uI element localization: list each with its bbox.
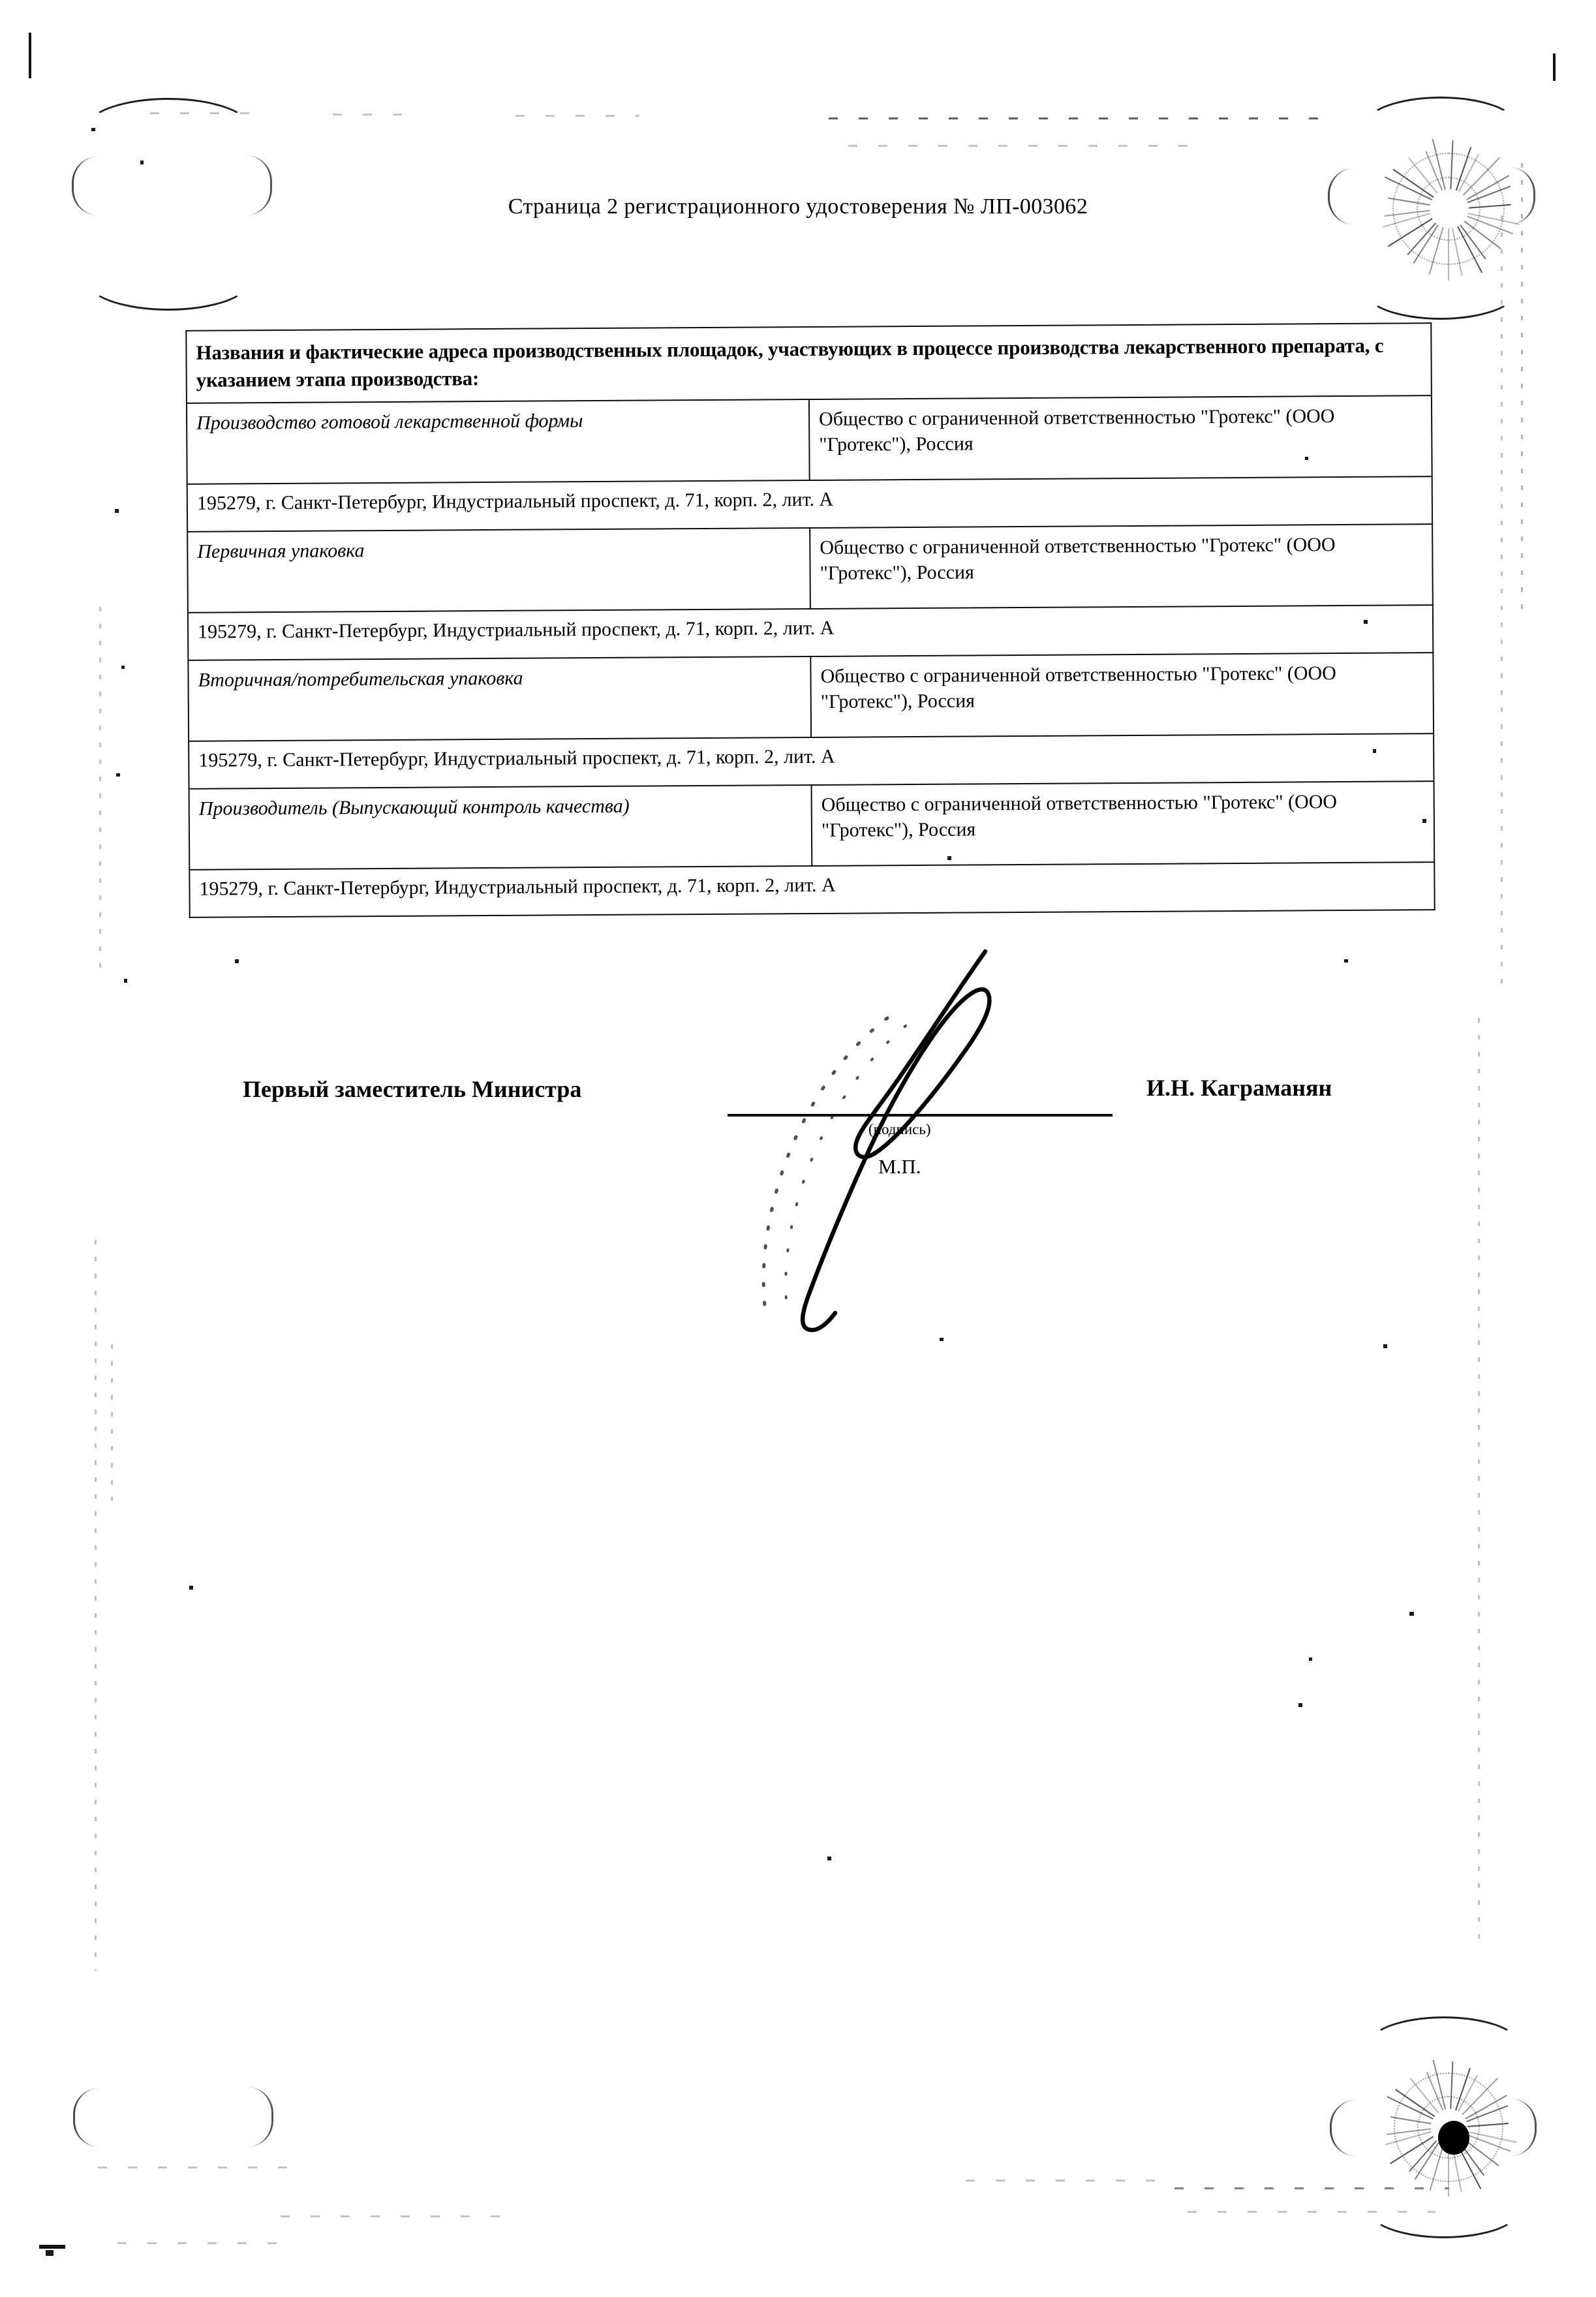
seal-ray [1455, 2068, 1471, 2110]
seal-ray [1458, 2074, 1478, 2112]
scan-artifact-line [95, 1240, 97, 1971]
table-row [189, 733, 1434, 789]
table-header-cell: Названия и фактические адреса производственных площадок, участвующих в процессе производства лекарственного препарата, с указанием этапа производства: [186, 323, 1432, 403]
scan-edge-tick [39, 2245, 65, 2249]
signature-block [0, 1051, 1596, 1286]
scan-speck [189, 1586, 193, 1590]
scan-artifact-line [829, 117, 1325, 119]
scan-artifact-line [1501, 215, 1503, 992]
signature-rule [728, 1114, 1113, 1117]
seal-ray [1450, 2061, 1453, 2109]
seal-ray [1410, 2078, 1439, 2113]
scan-speck [1309, 1657, 1312, 1661]
scan-artifact-line [117, 2242, 287, 2244]
organization-cell: Общество с ограниченной ответственностью "Гротекс" (ООО "Гротекс"), Россия [810, 653, 1434, 737]
scan-speck [235, 959, 239, 963]
seal-ray [1457, 226, 1482, 273]
seal-ray [1463, 157, 1500, 196]
scan-speck [124, 979, 127, 983]
scan-artifact-line [1188, 2211, 1435, 2213]
scan-bracket-artifact [1502, 2099, 1537, 2156]
signatory-name: И.Н. Каграманян [1146, 1075, 1332, 1101]
seal-ray [1429, 227, 1444, 275]
scan-speck [91, 128, 95, 131]
address-cell: 195279, г. Санкт-Петербург, Индустриальный проспект, д. 71, корп. 2, лит. А [187, 476, 1432, 532]
seal-ray [1413, 224, 1438, 264]
seal-ray [1385, 2131, 1432, 2146]
scan-artifact-line [848, 145, 1188, 147]
scan-arc-artifact [1367, 2016, 1521, 2075]
seal-ray [1466, 2134, 1511, 2152]
stage-cell: Производство готовой лекарственной формы [187, 399, 810, 484]
table-row [187, 395, 1432, 484]
scan-speck [46, 2250, 54, 2256]
seal-ray [1465, 2095, 1507, 2120]
scan-speck [1383, 1344, 1387, 1348]
scan-arc-artifact [1364, 97, 1518, 155]
seal-ray [1414, 2142, 1439, 2180]
scan-edge-tick [29, 33, 31, 78]
seal-ray [1409, 2140, 1437, 2172]
scan-bracket-artifact [73, 2088, 114, 2147]
seal-ray [1466, 2105, 1508, 2122]
signatory-title: Первый заместитель Министра [243, 1076, 582, 1102]
seal-ray [1395, 2089, 1435, 2117]
scan-speck [115, 509, 119, 513]
stage-cell: Первичная упаковка [187, 528, 810, 613]
seal-ray [1426, 2072, 1443, 2110]
scan-speck [1298, 1703, 1302, 1707]
stage-cell: Вторичная/потребительская упаковка [188, 656, 811, 741]
table-row [188, 605, 1433, 660]
seal-ray [1433, 2060, 1447, 2110]
scan-artifact-line [99, 607, 101, 972]
scan-artifact-line [1521, 163, 1523, 620]
signature-caption: (подпись) [868, 1121, 931, 1137]
seal-ray [1432, 139, 1446, 190]
scan-bracket-artifact [1330, 2100, 1364, 2156]
scan-bracket-artifact [236, 2087, 273, 2147]
table-row [189, 781, 1435, 870]
organization-cell: Общество с ограниченной ответственностью "Гротекс" (ООО "Гротекс"), Россия [812, 781, 1435, 866]
seal-ray [1448, 228, 1449, 281]
seal-ray [1425, 151, 1443, 191]
seal-ray [1390, 2136, 1434, 2164]
manufacturing-sites-table [185, 322, 1435, 918]
scan-speck [140, 161, 144, 164]
seal-ray [1430, 2144, 1444, 2191]
table-body [186, 323, 1434, 917]
scan-artifact-line [333, 114, 411, 116]
seal-ray [1452, 228, 1463, 276]
seal-ray [1467, 2131, 1517, 2143]
seal-place-note: М.П. [878, 1155, 921, 1178]
scan-arc-artifact [1367, 2180, 1521, 2238]
table-row [188, 653, 1434, 741]
table-row [189, 862, 1434, 917]
handwritten-signature-icon [737, 940, 1037, 1344]
scan-speck [116, 773, 120, 777]
seal-ray [1467, 2123, 1509, 2127]
seal-ray [1407, 223, 1437, 255]
scan-artifact-line [111, 1344, 113, 1501]
seal-ray [1388, 218, 1433, 247]
scan-speck [1409, 1612, 1414, 1616]
seal-ray [1460, 224, 1486, 259]
table-row [187, 476, 1432, 532]
page-title: Страница 2 регистрационного удостоверения № ЛП-003062 [508, 194, 1088, 219]
seal-ray [1387, 2096, 1434, 2120]
scan-speck [940, 1338, 944, 1341]
seal-ray [1464, 221, 1501, 249]
scan-artifact-line [98, 2166, 294, 2168]
seal-ray [1456, 147, 1472, 191]
scan-artifact-line [150, 112, 261, 114]
scan-arc-artifact [85, 248, 252, 311]
table-row [187, 524, 1433, 613]
scan-arc-artifact [1364, 261, 1518, 320]
organization-cell: Общество с ограниченной ответственностью "Гротекс" (ООО "Гротекс"), Россия [810, 524, 1433, 609]
address-cell: 195279, г. Санкт-Петербург, Индустриальный проспект, д. 71, корп. 2, лит. А [189, 733, 1434, 789]
seal-ray [1387, 2128, 1431, 2135]
seal-ray [1450, 140, 1453, 189]
seal-ray [1462, 2078, 1498, 2115]
scan-artifact-line [515, 115, 639, 117]
scan-speck [827, 1857, 831, 1860]
address-cell: 195279, г. Санкт-Петербург, Индустриальный проспект, д. 71, корп. 2, лит. А [188, 605, 1433, 660]
scan-edge-tick [1553, 54, 1556, 81]
seal-ray [1458, 154, 1479, 192]
scan-arc-artifact [85, 98, 252, 161]
scan-artifact-line [966, 2180, 1161, 2181]
seal-ink-blob [1438, 2121, 1469, 2155]
scan-speck [121, 666, 125, 669]
stage-cell: Производитель (Выпускающий контроль качества) [189, 785, 812, 870]
table-header-row [186, 323, 1432, 403]
seal-ray [1408, 157, 1438, 194]
scan-artifact-line [1174, 2187, 1449, 2189]
scan-speck [1344, 959, 1348, 963]
organization-cell: Общество с ограниченной ответственностью "Гротекс" (ООО "Гротекс"), Россия [809, 395, 1432, 480]
scan-artifact-line [281, 2215, 502, 2217]
seal-ray [1390, 2116, 1431, 2124]
address-cell: 195279, г. Санкт-Петербург, Индустриальный проспект, д. 71, корп. 2, лит. А [189, 862, 1434, 917]
seal-ray [1393, 169, 1434, 198]
